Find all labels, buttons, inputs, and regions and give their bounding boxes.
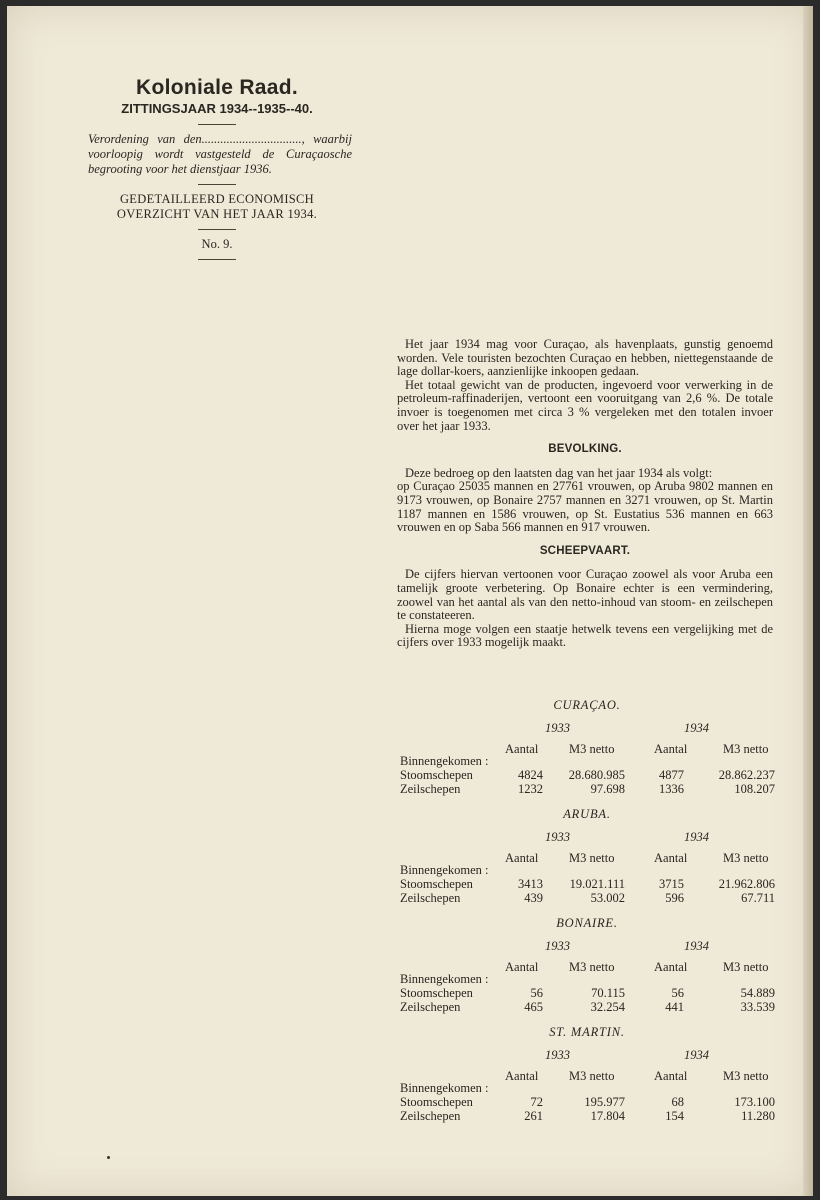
year-label: 1934 bbox=[684, 721, 709, 735]
year-label: 1934 bbox=[684, 1048, 709, 1062]
table-cell: 441 bbox=[665, 1000, 684, 1014]
table-cell: 56 bbox=[671, 986, 684, 1000]
column-header: Aantal bbox=[654, 742, 688, 756]
paragraph: Hierna moge volgen een staatje hetwelk tevens een vergelijking met de cijfers over 1933 mogelijk maakt. bbox=[397, 621, 773, 650]
table-bonaire bbox=[397, 916, 777, 1025]
document-subject: GEDETAILLEERD ECONOMISCH OVERZICHT VAN HET JAAR 1934. bbox=[116, 192, 318, 221]
row-label: Binnengekomen : bbox=[400, 863, 489, 877]
ordinance-text: Verordening van den................................, waarbij voorloopig wordt vastgesteld de Curaçaosche begrooting voor het dienstjaar 1936. bbox=[88, 132, 352, 176]
table-cell: 56 bbox=[530, 986, 543, 1000]
column-header: Aantal bbox=[505, 742, 539, 756]
year-label: 1933 bbox=[545, 1048, 570, 1062]
table-cell: 67.711 bbox=[741, 891, 775, 905]
table-cell: 28.680.985 bbox=[568, 768, 625, 782]
column-header: M3 netto bbox=[723, 742, 769, 756]
column-header: M3 netto bbox=[723, 960, 769, 974]
row-label: Zeilschepen bbox=[400, 891, 461, 905]
paragraph: Het jaar 1934 mag voor Curaçao, als havenplaats, gunstig genoemd worden. Vele touristen bezochten Curaçao en hebben, niettegenstaande de lage dollar-koers, aanzienlijke inkoopen gedaan. bbox=[397, 337, 773, 379]
table-place: CURAÇAO. bbox=[553, 698, 621, 712]
paragraph: De cijfers hiervan vertoonen voor Curaçao zoowel als voor Aruba een tamelijk groote verbetering. Op Bonaire echter is een vermindering, zoowel van het aantal als van den netto-inhoud van stoom- en zeilschepen te constateeren. bbox=[397, 567, 773, 623]
column-header: Aantal bbox=[505, 1069, 539, 1083]
column-header: Aantal bbox=[505, 851, 539, 865]
table-cell: 108.207 bbox=[734, 782, 775, 796]
table-place: ARUBA. bbox=[563, 807, 611, 821]
column-header: Aantal bbox=[654, 1069, 688, 1083]
table-cell: 261 bbox=[524, 1109, 543, 1123]
table-cell: 68 bbox=[671, 1095, 684, 1109]
column-header: Aantal bbox=[505, 960, 539, 974]
session-year: ZITTINGSJAAR 1934--1935--40. bbox=[121, 101, 313, 116]
table-cell: 70.115 bbox=[591, 986, 625, 1000]
table-place: BONAIRE. bbox=[556, 916, 618, 930]
masthead bbox=[82, 76, 352, 267]
table-cell: 19.021.111 bbox=[569, 877, 625, 891]
table-cell: 154 bbox=[665, 1109, 684, 1123]
year-label: 1933 bbox=[545, 830, 570, 844]
shipping-tables bbox=[397, 698, 777, 1134]
table-cell: 21.962.806 bbox=[718, 877, 775, 891]
table-cell: 33.539 bbox=[740, 1000, 775, 1014]
paragraph: op Curaçao 25035 mannen en 27761 vrouwen, op Aruba 9802 mannen en 9173 vrouwen, op Bonaire 2757 mannen en 3271 vrouwen, op St. Martin 1187 mannen en 1586 vrouwen, op St. Eustatius 536 mannen en 663 vrouwen en op Saba 566 mannen en 917 vrouwen. bbox=[397, 479, 773, 535]
row-label: Stoomschepen bbox=[400, 1095, 473, 1109]
table-cell: 1336 bbox=[659, 782, 684, 796]
row-label: Stoomschepen bbox=[400, 877, 473, 891]
ink-speck bbox=[107, 1156, 110, 1159]
table-cell: 195.977 bbox=[584, 1095, 625, 1109]
document-page bbox=[7, 6, 813, 1196]
row-label: Stoomschepen bbox=[400, 768, 473, 782]
table-cell: 173.100 bbox=[734, 1095, 775, 1109]
column-header: M3 netto bbox=[723, 851, 769, 865]
row-label: Zeilschepen bbox=[400, 1000, 461, 1014]
divider bbox=[198, 259, 236, 260]
column-header: M3 netto bbox=[569, 1069, 615, 1083]
table-cell: 11.280 bbox=[741, 1109, 775, 1123]
year-label: 1934 bbox=[684, 939, 709, 953]
table-place: ST. MARTIN. bbox=[549, 1025, 625, 1039]
paragraph: Het totaal gewicht van de producten, ingevoerd voor verwerking in de petroleum-raffinaderijen, vertoont een vooruitgang van 2,6 %. De totale invoer is toegenomen met circa 3 % vergeleken met den totalen invoer over het jaar 1933. bbox=[397, 377, 773, 433]
row-label: Stoomschepen bbox=[400, 986, 473, 1000]
table-cell: 3715 bbox=[659, 877, 684, 891]
row-label: Zeilschepen bbox=[400, 782, 461, 796]
column-header: Aantal bbox=[654, 851, 688, 865]
row-label: Binnengekomen : bbox=[400, 1081, 489, 1095]
row-label: Zeilschepen bbox=[400, 1109, 461, 1123]
year-label: 1933 bbox=[545, 939, 570, 953]
table-cell: 32.254 bbox=[590, 1000, 625, 1014]
document-number: No. 9. bbox=[201, 237, 233, 251]
table-cell: 4877 bbox=[659, 768, 684, 782]
table-cell: 53.002 bbox=[590, 891, 625, 905]
section-heading-bevolking: BEVOLKING. bbox=[548, 443, 622, 456]
table-cell: 596 bbox=[665, 891, 684, 905]
table-cell: 465 bbox=[524, 1000, 543, 1014]
table-cell: 1232 bbox=[518, 782, 543, 796]
divider bbox=[198, 124, 236, 125]
year-label: 1933 bbox=[545, 721, 570, 735]
page-edge bbox=[803, 6, 813, 1196]
table-cell: 439 bbox=[524, 891, 543, 905]
table-cell: 4824 bbox=[518, 768, 543, 782]
year-label: 1934 bbox=[684, 830, 709, 844]
column-header: M3 netto bbox=[569, 851, 615, 865]
table-curacao bbox=[397, 698, 777, 807]
divider bbox=[198, 184, 236, 185]
column-header: Aantal bbox=[654, 960, 688, 974]
table-cell: 72 bbox=[530, 1095, 543, 1109]
column-header: M3 netto bbox=[569, 742, 615, 756]
column-header: M3 netto bbox=[723, 1069, 769, 1083]
council-title: Koloniale Raad. bbox=[135, 76, 299, 99]
table-cell: 54.889 bbox=[740, 986, 775, 1000]
column-header: M3 netto bbox=[569, 960, 615, 974]
paragraph: Deze bedroeg op den laatsten dag van het jaar 1934 als volgt: bbox=[405, 465, 713, 480]
table-aruba bbox=[397, 807, 777, 916]
row-label: Binnengekomen : bbox=[400, 754, 489, 768]
table-st-martin bbox=[397, 1025, 777, 1134]
divider bbox=[198, 229, 236, 230]
table-cell: 17.804 bbox=[590, 1109, 625, 1123]
table-cell: 3413 bbox=[518, 877, 543, 891]
row-label: Binnengekomen : bbox=[400, 972, 489, 986]
section-heading-scheepvaart: SCHEEPVAART. bbox=[539, 544, 631, 557]
body-column bbox=[397, 338, 773, 650]
table-cell: 28.862.237 bbox=[718, 768, 775, 782]
table-cell: 97.698 bbox=[590, 782, 625, 796]
